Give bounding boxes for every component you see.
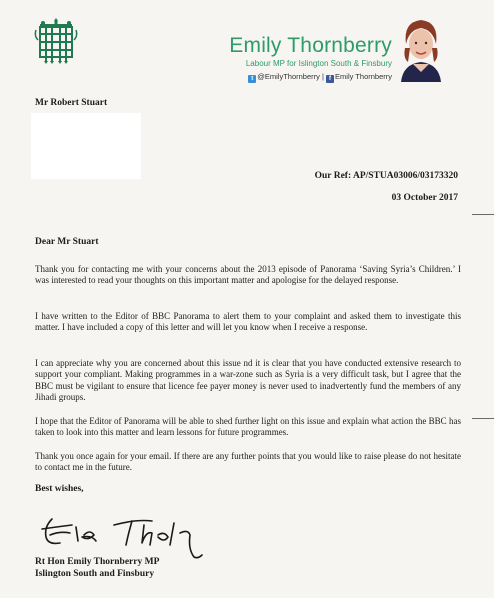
signatory-name: Rt Hon Emily Thornberry MP bbox=[35, 557, 160, 567]
recipient-name: Mr Robert Stuart bbox=[35, 98, 108, 108]
closing: Best wishes, bbox=[35, 484, 84, 494]
letterhead-name: Emily Thornberry bbox=[229, 34, 392, 57]
twitter-icon: t bbox=[248, 75, 256, 83]
our-reference: Our Ref: AP/STUA03006/03173320 bbox=[314, 171, 458, 181]
social-separator: | bbox=[321, 72, 324, 81]
salutation: Dear Mr Stuart bbox=[35, 237, 99, 247]
facebook-icon: f bbox=[326, 75, 334, 83]
fold-mark bbox=[472, 418, 494, 419]
letterhead-role: Labour MP for Islington South & Finsbury bbox=[245, 59, 392, 68]
redacted-address bbox=[31, 113, 141, 179]
paragraph: Thank you once again for your email. If there are any further points that you would like to raise please do not hesitate to contact me in the future. bbox=[35, 451, 461, 473]
facebook-name: Emily Thornberry bbox=[335, 72, 392, 81]
letterhead-social bbox=[206, 72, 392, 83]
signature bbox=[34, 505, 224, 561]
paragraph: I can appreciate why you are concerned about this issue nd it is clear that you have conducted extensive research to support your compliant. Making programmes in a war-zone such as Syria is a very difficult task, but I agree that the BBC must be vigilant to ensure that licence fee payer money is never used to inadvertently fund the members of any Jihadi groups. bbox=[35, 358, 461, 402]
paragraph: I hope that the Editor of Panorama will be able to shed further light on this issue and explain what action the BBC has taken to look into this matter and learn lessons for future programmes. bbox=[35, 416, 461, 438]
signatory-constituency: Islington South and Finsbury bbox=[35, 569, 155, 579]
letter-date: 03 October 2017 bbox=[391, 193, 458, 203]
paragraph: Thank you for contacting me with your concerns about the 2013 episode of Panorama ‘Saving Syria’s Children.’ I was interested to read your thoughts on this important matter and apologise for the delayed response. bbox=[35, 264, 461, 286]
paragraph: I have written to the Editor of BBC Panorama to alert them to your complaint and asked them to investigate this matter. I have included a copy of this letter and will let you know when I receive a response. bbox=[35, 311, 461, 333]
mp-portrait bbox=[393, 14, 449, 82]
fold-mark bbox=[472, 214, 494, 215]
portcullis-icon bbox=[34, 16, 78, 66]
twitter-handle: @EmilyThornberry bbox=[257, 72, 320, 81]
